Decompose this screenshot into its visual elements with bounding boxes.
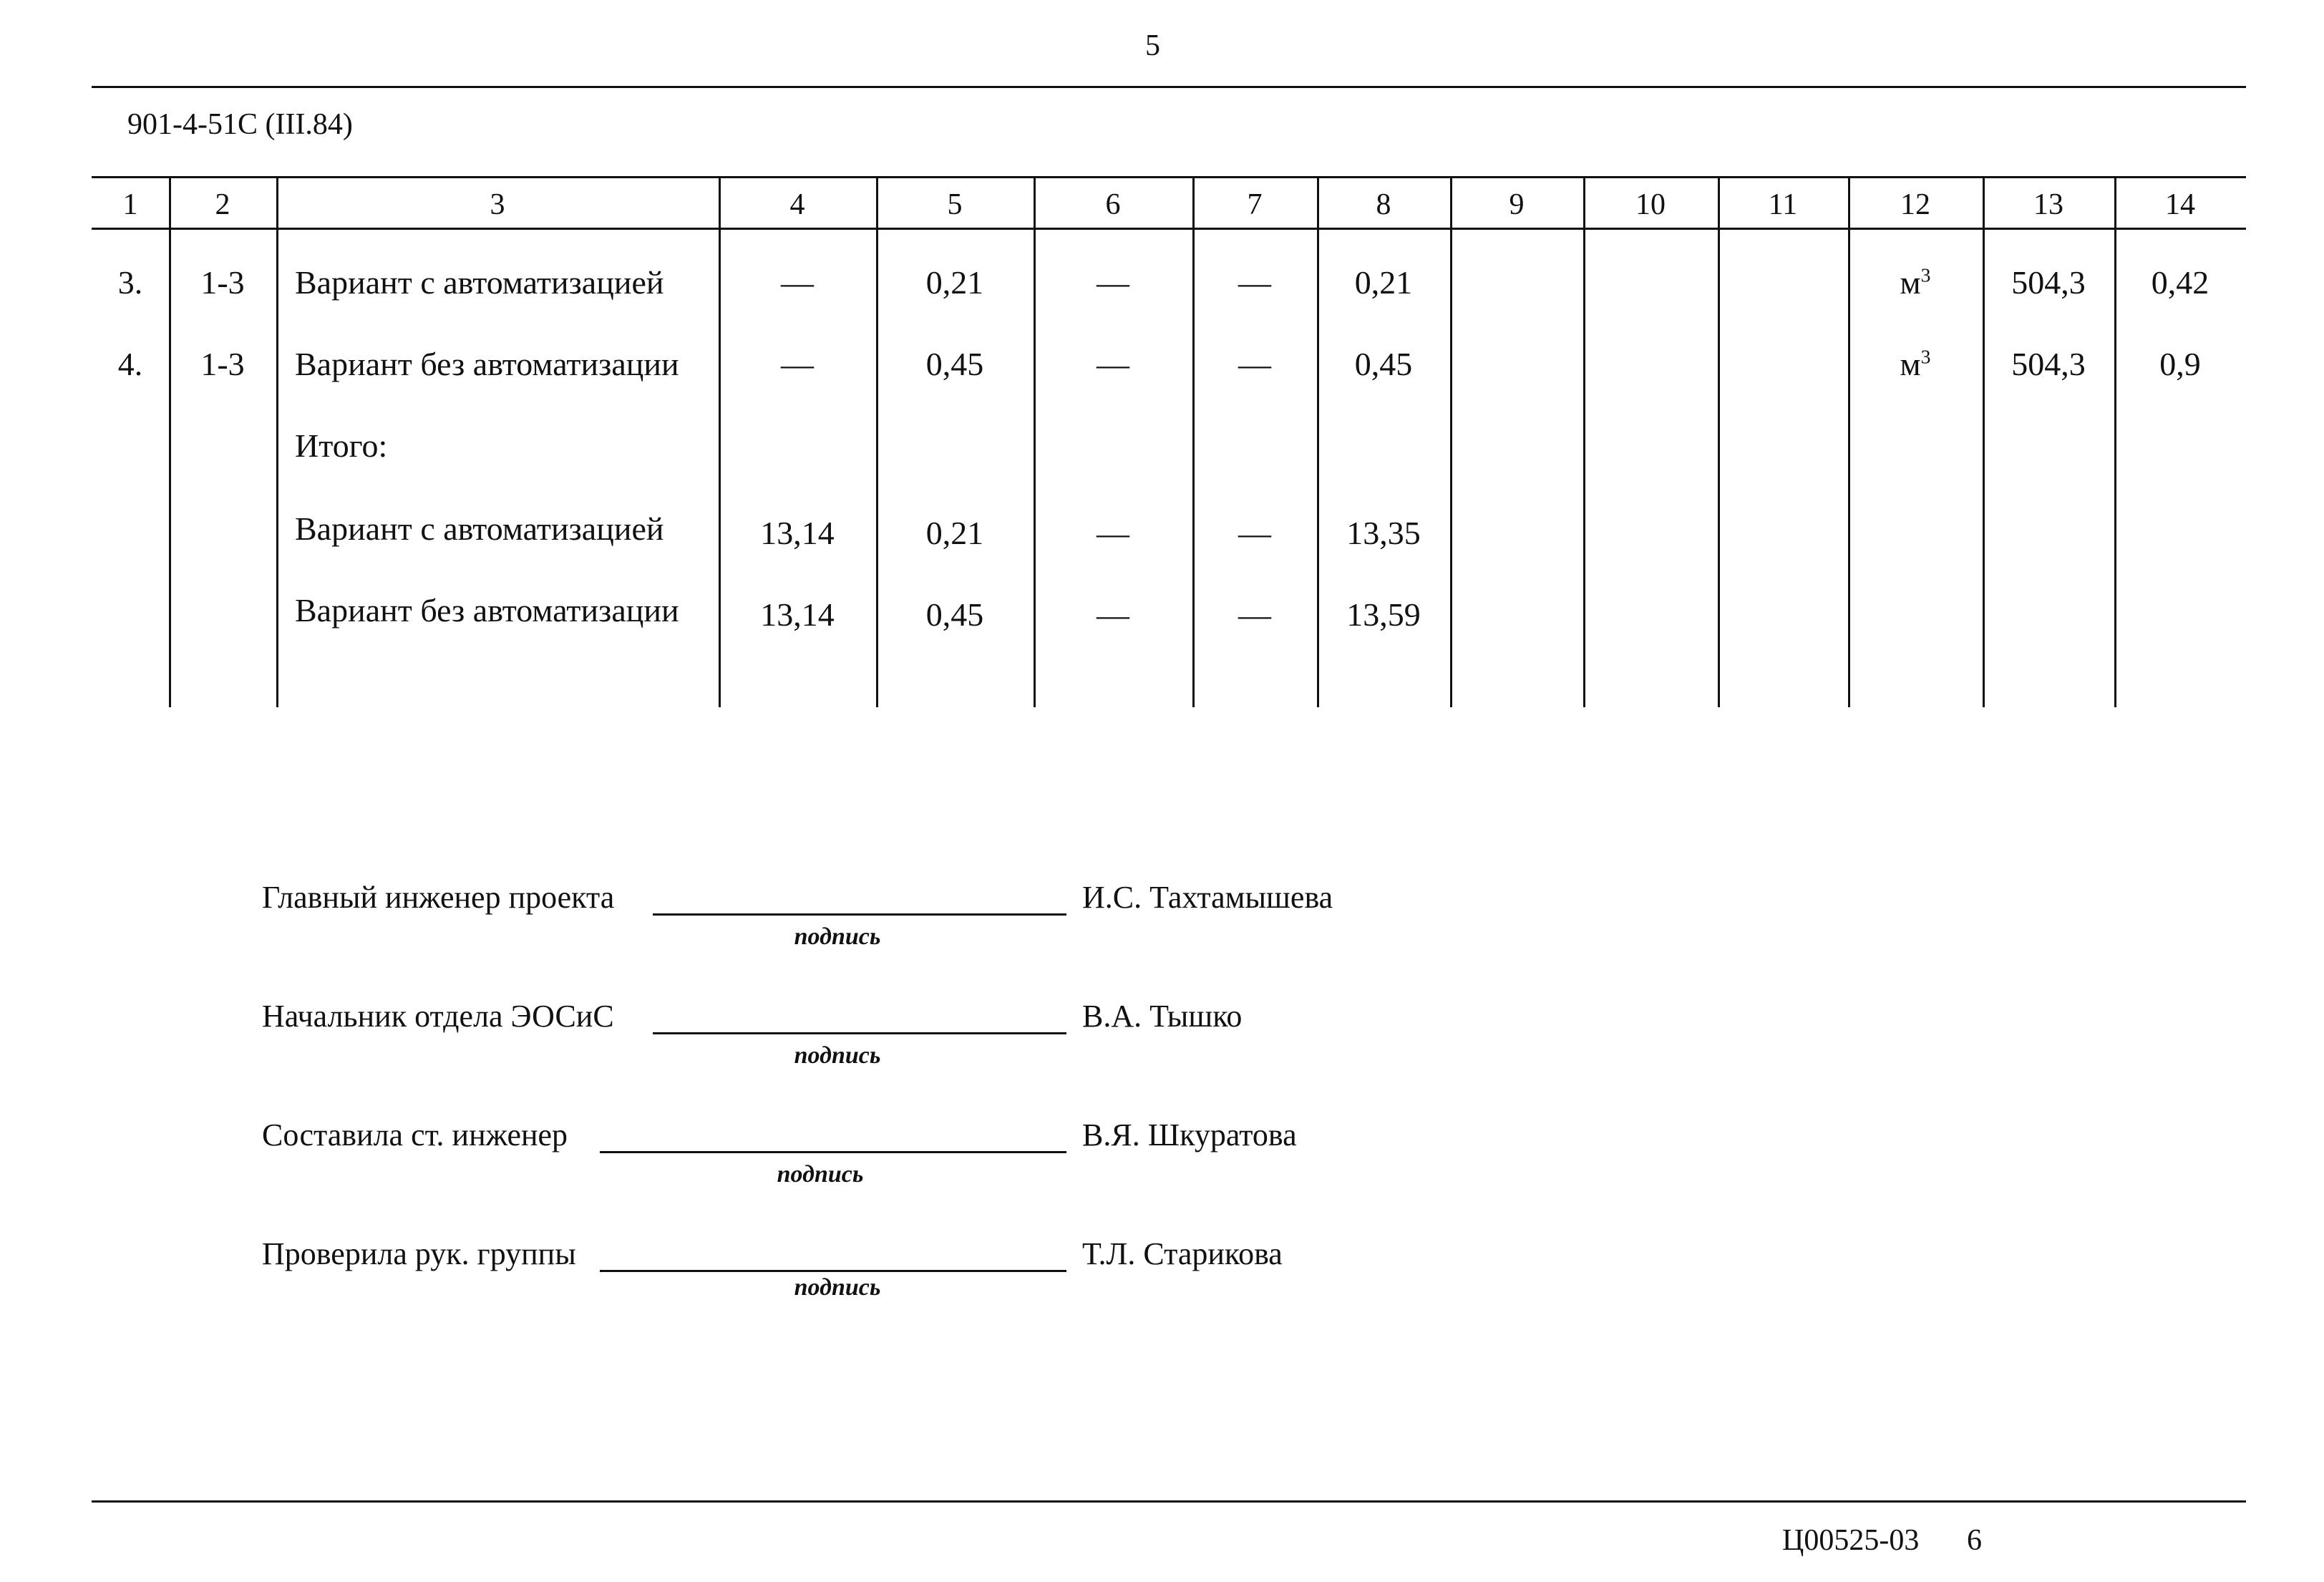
col-divider [276,176,278,707]
table-header-cell: 8 [1376,188,1391,221]
row-label: Вариант с автоматизацией [295,510,664,547]
table-header-cell: 6 [1105,188,1121,221]
table-cell: 13,14 [760,596,835,633]
table-cell: — [1097,264,1129,301]
table-cell: 0,42 [2151,264,2209,301]
table-cell: — [781,346,814,382]
table-cell: — [1097,596,1129,633]
table-header-cell: 1 [122,188,138,221]
table-cell: 13,35 [1346,515,1421,551]
unit-exponent: 3 [1920,345,1931,368]
table-cell: 0,9 [2159,346,2201,382]
unit-text: м [1900,264,1921,301]
unit-exponent: 3 [1920,263,1931,286]
document-id: 901-4-51С (III.84) [127,108,353,141]
page-number: 5 [1145,29,1160,62]
table-cell: 0,45 [925,346,984,382]
sheet-number: 6 [1967,1524,1982,1557]
table-cell: 0,45 [925,596,984,633]
table-top-rule [92,176,2246,178]
signature-caption: подпись [794,923,881,950]
table-cell: 504,3 [2011,264,2086,301]
table-cell: 0,21 [925,515,984,551]
row-label: Вариант без автоматизации [295,592,679,629]
signature-caption: подпись [794,1274,881,1301]
row-number: 4. [117,346,143,382]
top-rule [92,86,2246,88]
table-header-cell: 12 [1900,188,1930,221]
signatory-role: Главный инженер проекта [262,880,615,915]
table-cell: — [1238,515,1271,551]
signature-line [600,1151,1066,1153]
col-divider [1583,176,1585,707]
table-cell: — [1238,596,1271,633]
table-cell: 1-3 [200,264,245,301]
table-cell: 0,21 [1354,264,1413,301]
col-divider [1450,176,1452,707]
table-header-cell: 3 [490,188,505,221]
bottom-rule [92,1500,2246,1503]
col-divider [1848,176,1850,707]
document-code: Ц00525-03 [1782,1524,1920,1557]
signatory-name: И.С. Тахтамышева [1082,880,1333,915]
signature-caption: подпись [777,1161,864,1188]
signatory-name: В.Я. Шкуратова [1082,1117,1297,1152]
table-cell: — [1097,346,1129,382]
signature-line [653,1032,1066,1034]
unit-cell [1848,263,1983,301]
table-cell: — [1238,264,1271,301]
col-divider [1983,176,1985,707]
table-cell: — [1238,346,1271,382]
table-header-cell: 13 [2033,188,2063,221]
table-header-cell: 2 [215,188,230,221]
signature-line [653,913,1066,916]
table-header-cell: 11 [1768,188,1798,221]
signature-caption: подпись [794,1042,881,1069]
table-header-cell: 10 [1635,188,1666,221]
table-header-cell: 14 [2165,188,2195,221]
col-divider [2114,176,2116,707]
table-cell: — [1097,515,1129,551]
signatory-name: Т.Л. Старикова [1082,1236,1283,1271]
table-header-cell: 4 [789,188,805,221]
table-header-cell: 7 [1247,188,1263,221]
table-header-rule [92,228,2246,230]
row-label: Вариант без автоматизации [295,346,679,382]
table-cell: 13,59 [1346,596,1421,633]
signatory-role: Проверила рук. группы [262,1236,576,1271]
table-header-cell: 5 [947,188,963,221]
table-header-cell: 9 [1509,188,1525,221]
col-divider [169,176,171,707]
signatory-role: Составила ст. инженер [262,1117,568,1152]
table-cell: 0,21 [925,264,984,301]
signatory-role: Начальник отдела ЭОСиС [262,999,614,1034]
unit-cell [1848,345,1983,383]
row-number: 3. [117,264,143,301]
col-divider [1718,176,1720,707]
signature-line [600,1270,1066,1272]
total-label: Итого: [295,427,388,464]
table-cell: 504,3 [2011,346,2086,382]
table-cell: — [781,264,814,301]
unit-text: м [1900,346,1921,382]
table-cell: 1-3 [200,346,245,382]
table-cell: 0,45 [1354,346,1413,382]
signatory-name: В.А. Тышко [1082,999,1243,1034]
table-cell: 13,14 [760,515,835,551]
row-label: Вариант с автоматизацией [295,264,664,301]
